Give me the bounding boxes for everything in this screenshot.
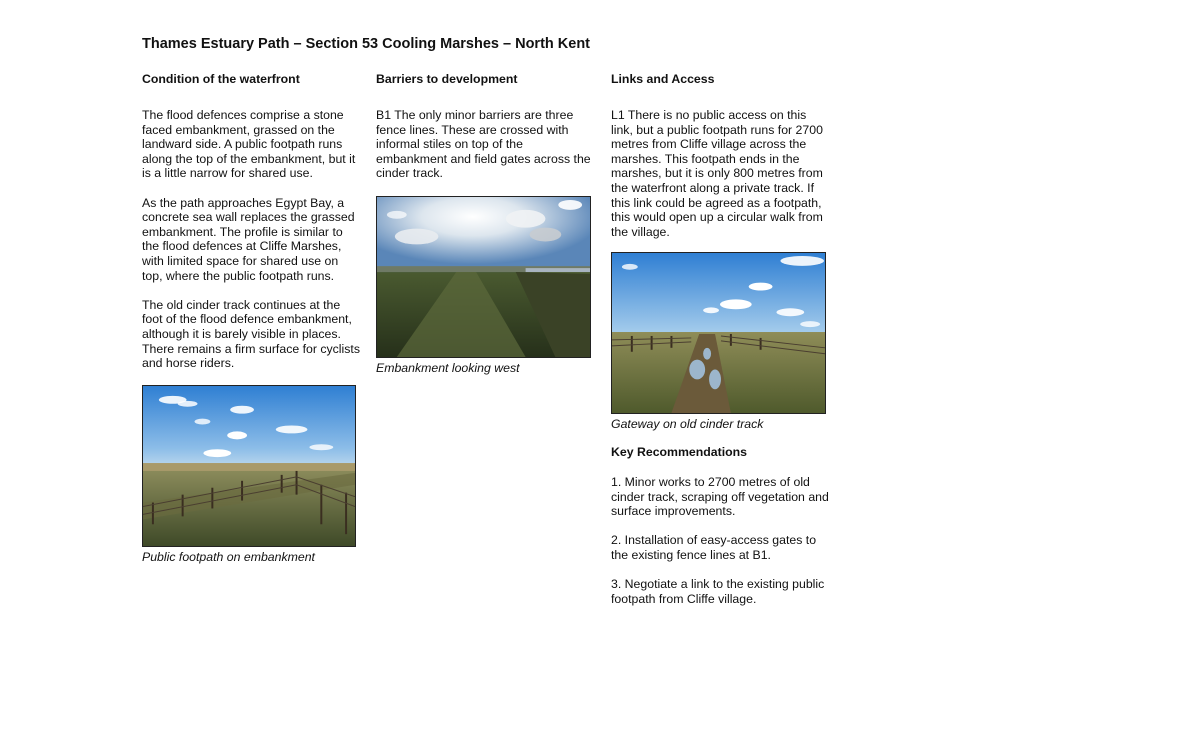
embankment-west-caption: Embankment looking west	[376, 360, 520, 375]
barriers-column	[376, 71, 594, 376]
recommendation-item: 2. Installation of easy-access gates to the existing fence lines at B1.	[611, 533, 817, 562]
links-column	[611, 71, 829, 621]
waterfront-paragraph-2: As the path approaches Egypt Bay, a concrete sea wall replaces the grassed embankment. The profile is similar to the flood defences at Cliffe Marshes, with limited space for shared use on top, where the public footpath runs.	[142, 195, 355, 283]
barriers-heading: Barriers to development	[376, 72, 518, 86]
key-recommendations-heading: Key Recommendations	[611, 444, 747, 459]
waterfront-column	[142, 71, 360, 565]
waterfront-heading: Condition of the waterfront	[142, 72, 300, 86]
footpath-embankment-caption: Public footpath on embankment	[142, 550, 315, 565]
waterfront-paragraph-1: The flood defences comprise a stone faced embankment, grassed on the landward side. A public footpath runs along the top of the embankment, but it is a little narrow for shared use.	[142, 108, 356, 181]
recommendation-item: 1. Minor works to 2700 metres of old cinder track, scraping off vegetation and surface improvements.	[611, 474, 829, 519]
recommendation-item: 3. Negotiate a link to the existing public footpath from Cliffe village.	[611, 577, 825, 606]
gateway-cinder-track-photo	[611, 252, 826, 414]
gateway-cinder-track-caption: Gateway on old cinder track	[611, 416, 764, 431]
links-heading: Links and Access	[611, 72, 715, 86]
footpath-embankment-photo	[142, 385, 356, 547]
barriers-paragraph-1: B1 The only minor barriers are three fence lines. These are crossed with informal stiles on top of the embankment and field gates across the cinder track.	[376, 108, 591, 181]
embankment-west-photo	[376, 196, 591, 358]
page-title: Thames Estuary Path – Section 53 Cooling Marshes – North Kent	[142, 36, 590, 52]
links-paragraph-1: L1 There is no public access on this link, but a public footpath runs for 2700 metres from Cliffe village across the marshes. This footpath ends in the marshes, but it is only 800 metres from the waterfront along a private track. If this link could be agreed as a footpath, this would open up a circular walk from the village.	[611, 108, 823, 239]
waterfront-paragraph-3: The old cinder track continues at the foot of the flood defence embankment, although it is barely visible in places. There remains a firm surface for cyclists and horse riders.	[142, 297, 360, 371]
